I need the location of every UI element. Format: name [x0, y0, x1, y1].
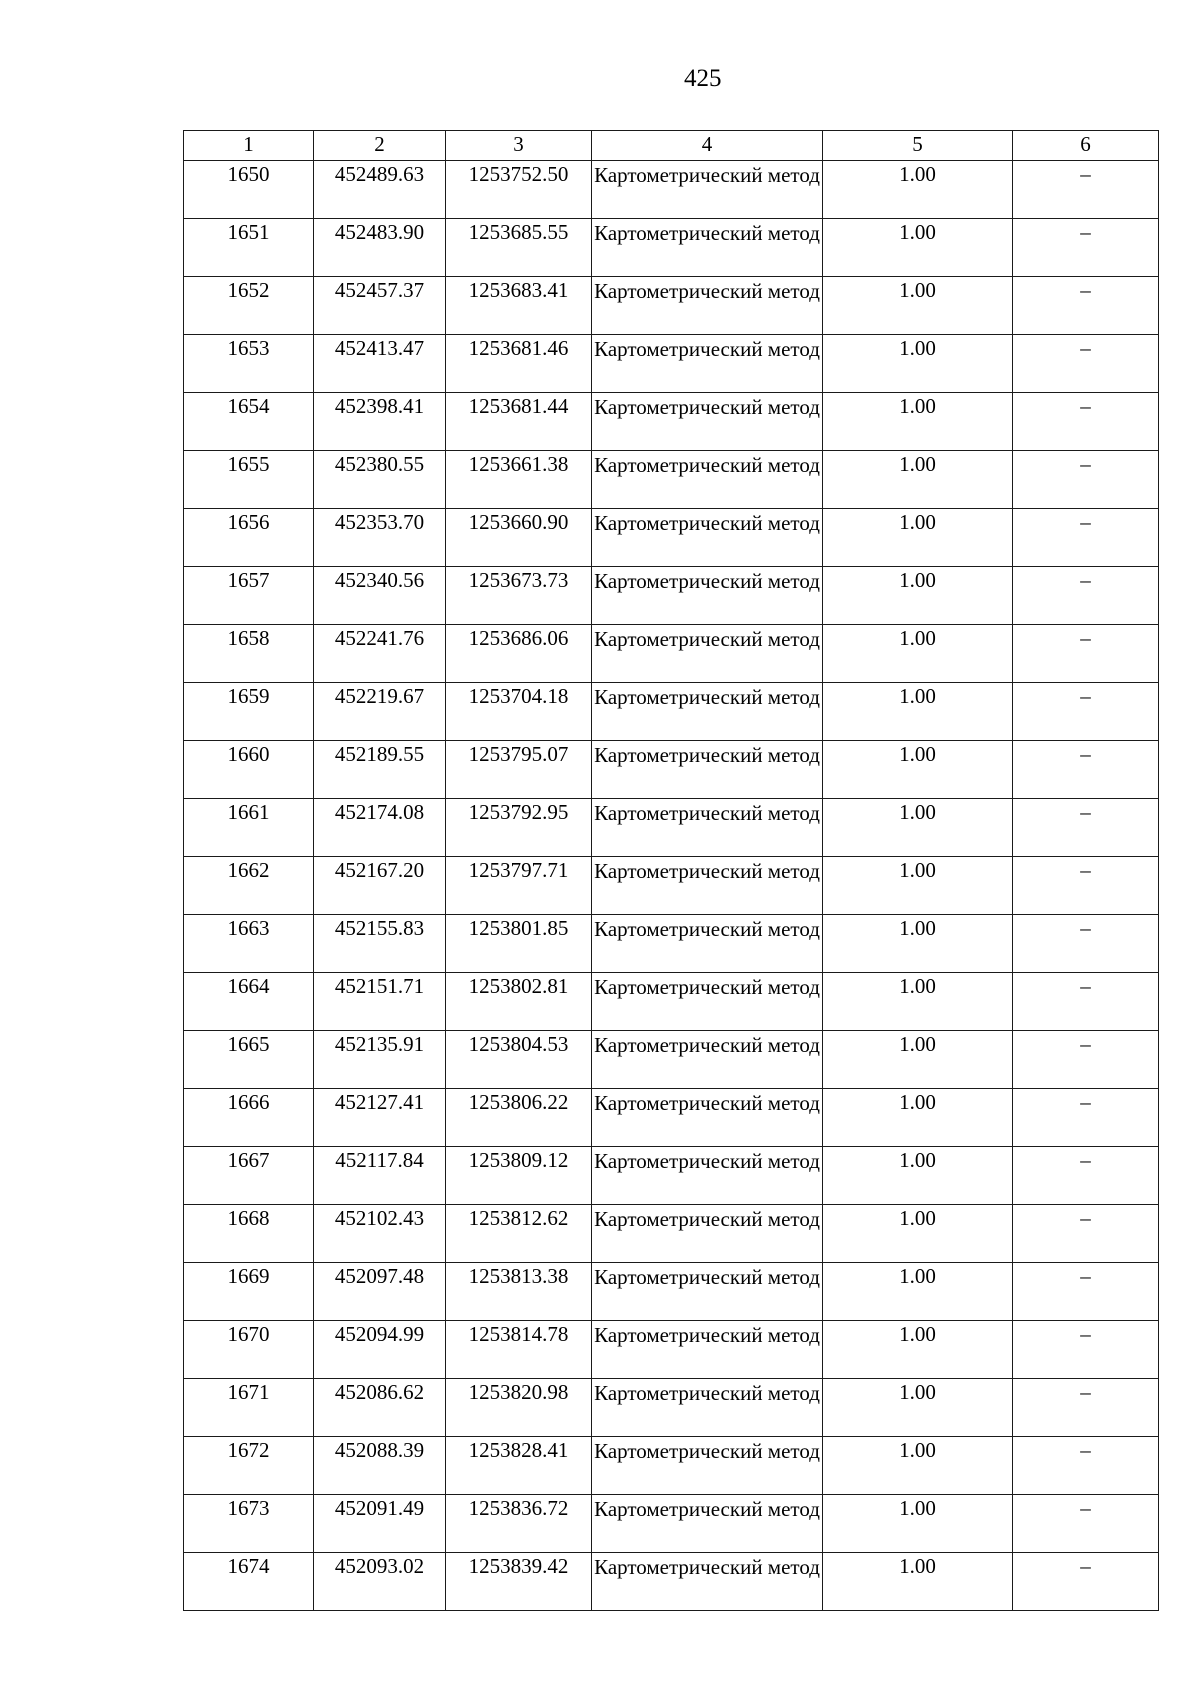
page-number: 425 [684, 65, 722, 92]
table-row [184, 277, 1159, 335]
y-coordinate-cell: 1253681.44 [446, 393, 592, 451]
y-coordinate-cell: 1253752.50 [446, 161, 592, 219]
accuracy-cell: 1.00 [823, 1263, 1013, 1321]
x-coordinate-cell: 452174.08 [314, 799, 446, 857]
method-cell: Картометрический метод [592, 277, 823, 335]
note-cell: – [1013, 683, 1159, 741]
y-coordinate-cell: 1253820.98 [446, 1379, 592, 1437]
y-coordinate-cell: 1253839.42 [446, 1553, 592, 1611]
y-coordinate-cell: 1253673.73 [446, 567, 592, 625]
accuracy-cell: 1.00 [823, 1437, 1013, 1495]
method-cell: Картометрический метод [592, 625, 823, 683]
table-row [184, 451, 1159, 509]
accuracy-cell: 1.00 [823, 509, 1013, 567]
accuracy-cell: 1.00 [823, 277, 1013, 335]
x-coordinate-cell: 452155.83 [314, 915, 446, 973]
point-number-cell: 1665 [184, 1031, 314, 1089]
point-number-cell: 1653 [184, 335, 314, 393]
method-cell: Картометрический метод [592, 161, 823, 219]
accuracy-cell: 1.00 [823, 161, 1013, 219]
x-coordinate-cell: 452093.02 [314, 1553, 446, 1611]
method-cell: Картометрический метод [592, 393, 823, 451]
x-coordinate-cell: 452413.47 [314, 335, 446, 393]
point-number-cell: 1651 [184, 219, 314, 277]
method-cell: Картометрический метод [592, 973, 823, 1031]
table-row [184, 1321, 1159, 1379]
x-coordinate-cell: 452489.63 [314, 161, 446, 219]
table-row [184, 1553, 1159, 1611]
note-cell: – [1013, 393, 1159, 451]
y-coordinate-cell: 1253683.41 [446, 277, 592, 335]
note-cell: – [1013, 509, 1159, 567]
table-row [184, 1089, 1159, 1147]
accuracy-cell: 1.00 [823, 683, 1013, 741]
note-cell: – [1013, 1553, 1159, 1611]
point-number-cell: 1672 [184, 1437, 314, 1495]
accuracy-cell: 1.00 [823, 741, 1013, 799]
y-coordinate-cell: 1253809.12 [446, 1147, 592, 1205]
accuracy-cell: 1.00 [823, 451, 1013, 509]
note-cell: – [1013, 335, 1159, 393]
y-coordinate-cell: 1253812.62 [446, 1205, 592, 1263]
table-row [184, 741, 1159, 799]
y-coordinate-cell: 1253661.38 [446, 451, 592, 509]
y-coordinate-cell: 1253792.95 [446, 799, 592, 857]
y-coordinate-cell: 1253660.90 [446, 509, 592, 567]
point-number-cell: 1660 [184, 741, 314, 799]
table-row [184, 1437, 1159, 1495]
table-row [184, 161, 1159, 219]
x-coordinate-cell: 452151.71 [314, 973, 446, 1031]
note-cell: – [1013, 973, 1159, 1031]
note-cell: – [1013, 1205, 1159, 1263]
method-cell: Картометрический метод [592, 799, 823, 857]
point-number-cell: 1669 [184, 1263, 314, 1321]
x-coordinate-cell: 452094.99 [314, 1321, 446, 1379]
y-coordinate-cell: 1253681.46 [446, 335, 592, 393]
note-cell: – [1013, 741, 1159, 799]
accuracy-cell: 1.00 [823, 973, 1013, 1031]
method-cell: Картометрический метод [592, 741, 823, 799]
method-cell: Картометрический метод [592, 1321, 823, 1379]
y-coordinate-cell: 1253704.18 [446, 683, 592, 741]
method-cell: Картометрический метод [592, 1553, 823, 1611]
table-row [184, 567, 1159, 625]
accuracy-cell: 1.00 [823, 1205, 1013, 1263]
point-number-cell: 1663 [184, 915, 314, 973]
method-cell: Картометрический метод [592, 1205, 823, 1263]
point-number-cell: 1655 [184, 451, 314, 509]
table-row [184, 625, 1159, 683]
accuracy-cell: 1.00 [823, 567, 1013, 625]
table-row [184, 1205, 1159, 1263]
point-number-cell: 1674 [184, 1553, 314, 1611]
note-cell: – [1013, 219, 1159, 277]
note-cell: – [1013, 1089, 1159, 1147]
point-number-cell: 1666 [184, 1089, 314, 1147]
y-coordinate-cell: 1253806.22 [446, 1089, 592, 1147]
accuracy-cell: 1.00 [823, 1553, 1013, 1611]
y-coordinate-cell: 1253795.07 [446, 741, 592, 799]
method-cell: Картометрический метод [592, 509, 823, 567]
table-row [184, 1031, 1159, 1089]
x-coordinate-cell: 452091.49 [314, 1495, 446, 1553]
y-coordinate-cell: 1253828.41 [446, 1437, 592, 1495]
point-number-cell: 1652 [184, 277, 314, 335]
accuracy-cell: 1.00 [823, 1031, 1013, 1089]
method-cell: Картометрический метод [592, 1437, 823, 1495]
accuracy-cell: 1.00 [823, 219, 1013, 277]
note-cell: – [1013, 1379, 1159, 1437]
table-row [184, 509, 1159, 567]
point-number-cell: 1659 [184, 683, 314, 741]
accuracy-cell: 1.00 [823, 335, 1013, 393]
table-row [184, 799, 1159, 857]
column-header: 2 [314, 131, 446, 161]
x-coordinate-cell: 452088.39 [314, 1437, 446, 1495]
x-coordinate-cell: 452219.67 [314, 683, 446, 741]
table-row [184, 219, 1159, 277]
point-number-cell: 1662 [184, 857, 314, 915]
accuracy-cell: 1.00 [823, 625, 1013, 683]
accuracy-cell: 1.00 [823, 1147, 1013, 1205]
column-header: 1 [184, 131, 314, 161]
table-row [184, 1379, 1159, 1437]
point-number-cell: 1654 [184, 393, 314, 451]
x-coordinate-cell: 452097.48 [314, 1263, 446, 1321]
y-coordinate-cell: 1253801.85 [446, 915, 592, 973]
method-cell: Картометрический метод [592, 683, 823, 741]
table-row [184, 1495, 1159, 1553]
x-coordinate-cell: 452340.56 [314, 567, 446, 625]
y-coordinate-cell: 1253804.53 [446, 1031, 592, 1089]
method-cell: Картометрический метод [592, 567, 823, 625]
method-cell: Картометрический метод [592, 915, 823, 973]
method-cell: Картометрический метод [592, 1089, 823, 1147]
point-number-cell: 1650 [184, 161, 314, 219]
x-coordinate-cell: 452102.43 [314, 1205, 446, 1263]
note-cell: – [1013, 451, 1159, 509]
point-number-cell: 1664 [184, 973, 314, 1031]
table-row [184, 1263, 1159, 1321]
x-coordinate-cell: 452398.41 [314, 393, 446, 451]
point-number-cell: 1656 [184, 509, 314, 567]
x-coordinate-cell: 452241.76 [314, 625, 446, 683]
note-cell: – [1013, 1147, 1159, 1205]
method-cell: Картометрический метод [592, 219, 823, 277]
x-coordinate-cell: 452483.90 [314, 219, 446, 277]
accuracy-cell: 1.00 [823, 1089, 1013, 1147]
note-cell: – [1013, 625, 1159, 683]
y-coordinate-cell: 1253802.81 [446, 973, 592, 1031]
method-cell: Картометрический метод [592, 857, 823, 915]
accuracy-cell: 1.00 [823, 1495, 1013, 1553]
x-coordinate-cell: 452117.84 [314, 1147, 446, 1205]
note-cell: – [1013, 1031, 1159, 1089]
y-coordinate-cell: 1253685.55 [446, 219, 592, 277]
coordinates-table [183, 130, 1159, 1611]
table-row [184, 1147, 1159, 1205]
y-coordinate-cell: 1253686.06 [446, 625, 592, 683]
x-coordinate-cell: 452189.55 [314, 741, 446, 799]
accuracy-cell: 1.00 [823, 799, 1013, 857]
table-row [184, 973, 1159, 1031]
x-coordinate-cell: 452353.70 [314, 509, 446, 567]
method-cell: Картометрический метод [592, 1031, 823, 1089]
x-coordinate-cell: 452380.55 [314, 451, 446, 509]
y-coordinate-cell: 1253836.72 [446, 1495, 592, 1553]
note-cell: – [1013, 161, 1159, 219]
method-cell: Картометрический метод [592, 1495, 823, 1553]
point-number-cell: 1670 [184, 1321, 314, 1379]
note-cell: – [1013, 1437, 1159, 1495]
x-coordinate-cell: 452457.37 [314, 277, 446, 335]
note-cell: – [1013, 567, 1159, 625]
method-cell: Картометрический метод [592, 1263, 823, 1321]
header-row [184, 131, 1159, 161]
table-row [184, 683, 1159, 741]
y-coordinate-cell: 1253797.71 [446, 857, 592, 915]
x-coordinate-cell: 452127.41 [314, 1089, 446, 1147]
accuracy-cell: 1.00 [823, 1379, 1013, 1437]
accuracy-cell: 1.00 [823, 1321, 1013, 1379]
note-cell: – [1013, 1321, 1159, 1379]
note-cell: – [1013, 277, 1159, 335]
table-row [184, 393, 1159, 451]
y-coordinate-cell: 1253814.78 [446, 1321, 592, 1379]
table-header [184, 131, 1159, 161]
table-row [184, 335, 1159, 393]
point-number-cell: 1657 [184, 567, 314, 625]
point-number-cell: 1661 [184, 799, 314, 857]
column-header: 3 [446, 131, 592, 161]
point-number-cell: 1658 [184, 625, 314, 683]
table-row [184, 915, 1159, 973]
column-header: 4 [592, 131, 823, 161]
point-number-cell: 1667 [184, 1147, 314, 1205]
x-coordinate-cell: 452167.20 [314, 857, 446, 915]
point-number-cell: 1668 [184, 1205, 314, 1263]
method-cell: Картометрический метод [592, 1379, 823, 1437]
x-coordinate-cell: 452135.91 [314, 1031, 446, 1089]
accuracy-cell: 1.00 [823, 393, 1013, 451]
x-coordinate-cell: 452086.62 [314, 1379, 446, 1437]
accuracy-cell: 1.00 [823, 915, 1013, 973]
point-number-cell: 1673 [184, 1495, 314, 1553]
y-coordinate-cell: 1253813.38 [446, 1263, 592, 1321]
method-cell: Картометрический метод [592, 335, 823, 393]
note-cell: – [1013, 1495, 1159, 1553]
table-row [184, 857, 1159, 915]
accuracy-cell: 1.00 [823, 857, 1013, 915]
column-header: 5 [823, 131, 1013, 161]
note-cell: – [1013, 799, 1159, 857]
method-cell: Картометрический метод [592, 451, 823, 509]
table-body [184, 161, 1159, 1611]
method-cell: Картометрический метод [592, 1147, 823, 1205]
note-cell: – [1013, 857, 1159, 915]
note-cell: – [1013, 1263, 1159, 1321]
note-cell: – [1013, 915, 1159, 973]
column-header: 6 [1013, 131, 1159, 161]
point-number-cell: 1671 [184, 1379, 314, 1437]
